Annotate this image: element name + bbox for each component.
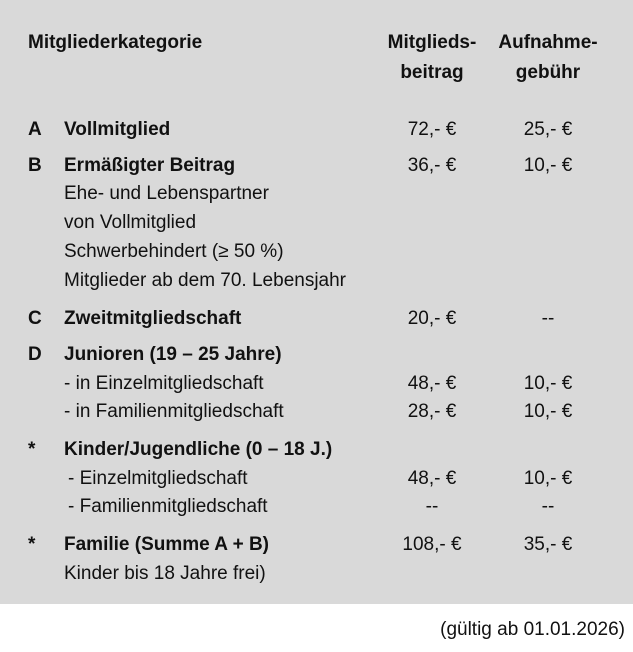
row-kids-sub-label: - Familienmitgliedschaft (68, 496, 268, 517)
row-d-sub-label: - in Familienmitgliedschaft (64, 401, 284, 422)
row-c-code: C (28, 308, 42, 329)
row-b-line: Schwerbehindert (≥ 50 %) (64, 241, 284, 262)
row-a-title: Vollmitglied (64, 119, 171, 140)
row-c-fee: 20,- € (407, 308, 457, 329)
row-b-title: Ermäßigter Beitrag (64, 155, 236, 176)
row-kids-sub-admission: -- (541, 496, 555, 517)
header-fee-line1: Mitglieds- (387, 32, 477, 53)
row-d-sub-fee: 48,- € (407, 373, 457, 394)
row-family-fee: 108,- € (402, 534, 462, 555)
row-family-admission: 35,- € (523, 534, 573, 555)
header-admission-line2: gebühr (515, 62, 581, 83)
row-family-title: Familie (Summe A + B) (64, 534, 270, 555)
row-d-code: D (28, 344, 42, 365)
row-b-line: Mitglieder ab dem 70. Lebensjahr (64, 270, 347, 291)
header-category: Mitgliederkategorie (28, 32, 203, 53)
row-kids-sub-fee: 48,- € (407, 468, 457, 489)
validity-note: (gültig ab 01.01.2026) (440, 619, 625, 640)
header-admission-line1: Aufnahme- (498, 32, 598, 53)
row-c-title: Zweitmitgliedschaft (64, 308, 242, 329)
row-d-sub-admission: 10,- € (523, 373, 573, 394)
row-family-code: * (28, 534, 36, 555)
header-fee-line2: beitrag (400, 62, 464, 83)
row-a-admission: 25,- € (523, 119, 573, 140)
row-b-line: Ehe- und Lebenspartner (64, 183, 269, 204)
row-family-note: Kinder bis 18 Jahre frei) (64, 563, 266, 584)
row-c-admission: -- (541, 308, 555, 329)
row-d-sub-admission: 10,- € (523, 401, 573, 422)
row-d-title: Junioren (19 – 25 Jahre) (64, 344, 282, 365)
row-kids-code: * (28, 439, 36, 460)
row-d-sub-label: - in Einzelmitgliedschaft (64, 373, 264, 394)
row-a-fee: 72,- € (407, 119, 457, 140)
row-kids-sub-label: - Einzelmitgliedschaft (68, 468, 248, 489)
row-b-fee: 36,- € (407, 155, 457, 176)
row-kids-sub-admission: 10,- € (523, 468, 573, 489)
row-d-sub-fee: 28,- € (407, 401, 457, 422)
row-b-admission: 10,- € (523, 155, 573, 176)
row-b-code: B (28, 155, 42, 176)
row-a-code: A (28, 119, 42, 140)
row-b-line: von Vollmitglied (64, 212, 197, 233)
row-kids-title: Kinder/Jugendliche (0 – 18 J.) (64, 439, 333, 460)
row-kids-sub-fee: -- (425, 496, 439, 517)
